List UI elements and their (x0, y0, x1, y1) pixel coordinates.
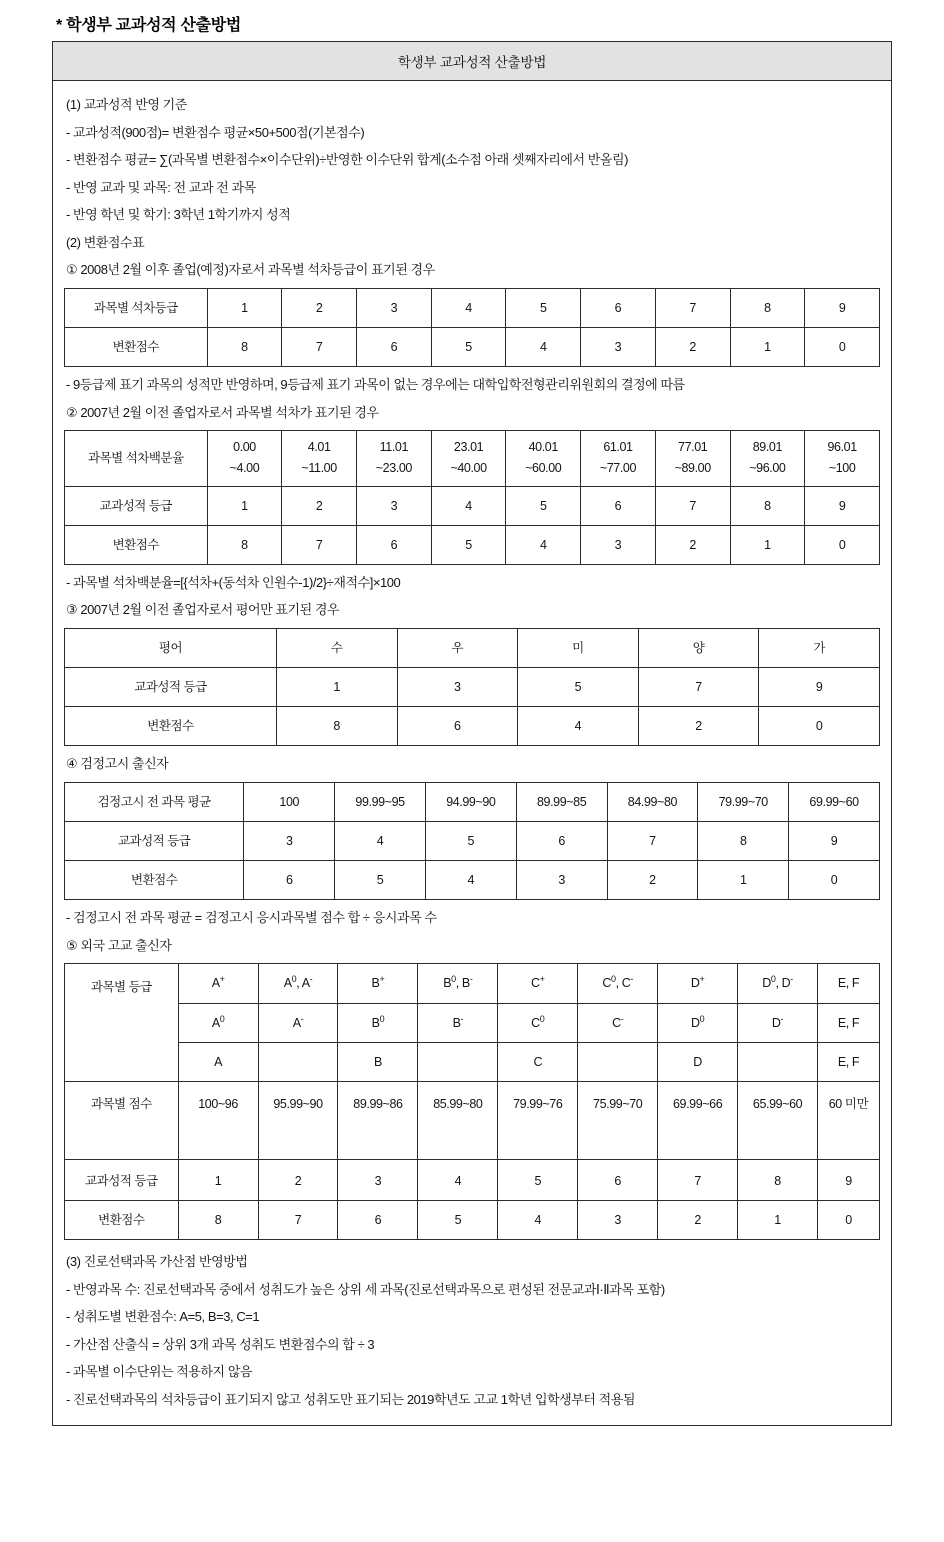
row-label-grade: 과목별 등급 (65, 964, 179, 1081)
cell: 4 (506, 525, 581, 564)
section3-line-2: - 성취도별 변환점수: A=5, B=3, C=1 (66, 1309, 260, 1325)
cell-range (506, 431, 581, 487)
cell: 94.99~90 (425, 782, 516, 821)
table-ged (64, 782, 880, 900)
table-row (65, 1081, 880, 1159)
cell: 5 (425, 822, 516, 861)
cell: 9 (818, 1159, 880, 1200)
section1-line-1: - 교과성적(900점)= 변환점수 평균×50+500점(기본점수) (66, 124, 365, 140)
cell (418, 1042, 498, 1081)
cell: 3 (581, 327, 656, 366)
cell: 79.99~70 (698, 782, 789, 821)
range-to: ~23.00 (375, 461, 412, 476)
cell: 5 (518, 668, 639, 707)
section2-heading: (2) 변환점수표 (66, 234, 145, 250)
cell: 3 (357, 486, 432, 525)
range-to: ~96.00 (749, 461, 786, 476)
cell: 0 (789, 861, 880, 900)
row-label: 교과성적 등급 (65, 822, 244, 861)
cell: 84.99~80 (607, 782, 698, 821)
range-from: 89.01 (752, 440, 782, 455)
cell: 5 (335, 861, 426, 900)
row-label: 과목별 석차백분율 (65, 431, 208, 487)
sub3-heading: ③ 2007년 2월 이전 졸업자로서 평어만 표기된 경우 (66, 602, 340, 618)
cell: 4 (335, 822, 426, 861)
cell: 2 (258, 1159, 338, 1200)
row-label: 변환점수 (65, 861, 244, 900)
cell: 0 (759, 707, 880, 746)
cell: 3 (516, 861, 607, 900)
cell-grade: $C^0$ (498, 1003, 578, 1042)
sub1-note: - 9등급제 표기 과목의 성적만 반영하며, 9등급제 표기 과목이 없는 경우에는 대학입학전형관리위원회의 결정에 따름 (66, 377, 685, 393)
range-to: ~4.00 (229, 461, 260, 476)
cell: 8 (178, 1200, 258, 1239)
cell-grade: D- (738, 1003, 818, 1042)
table-row (65, 525, 880, 564)
sub2-heading: ② 2007년 2월 이전 졸업자로서 과목별 석차가 표기된 경우 (66, 404, 379, 420)
cell-grade: $C^0$, C- (578, 964, 658, 1003)
cell: 1 (698, 861, 789, 900)
cell: 3 (244, 822, 335, 861)
cell: 5 (431, 525, 506, 564)
table-percentile (64, 430, 880, 565)
sub4-note: - 검정고시 전 과목 평균 = 검정고시 응시과목별 점수 합 ÷ 응시과목 수 (66, 910, 437, 926)
section1-line-3: - 반영 교과 및 과목: 전 교과 전 과목 (66, 179, 256, 195)
range-from: 96.01 (827, 440, 857, 455)
row-label: 검정고시 전 과목 평균 (65, 782, 244, 821)
table-row (65, 964, 880, 1003)
cell: 1 (276, 668, 397, 707)
cell: 0 (805, 525, 880, 564)
cell: 60 미만 (818, 1081, 880, 1159)
cell: 2 (658, 1200, 738, 1239)
cell: 2 (607, 861, 698, 900)
cell: 6 (578, 1159, 658, 1200)
cell: 1 (730, 525, 805, 564)
sub1-heading: ① 2008년 2월 이후 졸업(예정)자로서 과목별 석차등급이 표기된 경우 (66, 262, 435, 278)
section3-line-3: - 가산점 산출식 = 상위 3개 과목 성취도 변환점수의 합 ÷ 3 (66, 1336, 375, 1352)
range-from: 61.01 (603, 440, 633, 455)
sub2-note: - 과목별 석차백분율=[{석차+(동석차 인원수-1)/2}÷재적수]×100 (66, 574, 401, 590)
cell-grade: D+ (658, 964, 738, 1003)
cell: 1 (738, 1200, 818, 1239)
range-from: 77.01 (678, 440, 708, 455)
cell-grade: E, F (818, 964, 880, 1003)
cell: 6 (357, 327, 432, 366)
cell: 1 (178, 1159, 258, 1200)
cell: 수 (276, 629, 397, 668)
cell-grade: E, F (818, 1003, 880, 1042)
cell: 1 (207, 288, 282, 327)
table-row (65, 288, 880, 327)
cell: 8 (730, 486, 805, 525)
range-to: ~100 (828, 461, 856, 476)
row-label: 교과성적 등급 (65, 1159, 179, 1200)
cell: 우 (397, 629, 518, 668)
cell: 8 (738, 1159, 818, 1200)
cell: 0 (818, 1200, 880, 1239)
cell-grade: $A^0$ (178, 1003, 258, 1042)
cell: 8 (698, 822, 789, 861)
cell: 6 (581, 486, 656, 525)
cell: 0 (805, 327, 880, 366)
cell: 미 (518, 629, 639, 668)
cell: B (338, 1042, 418, 1081)
cell: 65.99~60 (738, 1081, 818, 1159)
section1-heading: (1) 교과성적 반영 기준 (66, 97, 187, 112)
cell: 89.99~85 (516, 782, 607, 821)
cell (738, 1042, 818, 1081)
page-title: * 학생부 교과성적 산출방법 (56, 17, 242, 34)
cell: 3 (357, 288, 432, 327)
table-foreign-school (64, 963, 880, 1240)
cell: 5 (418, 1200, 498, 1239)
cell: 7 (282, 327, 357, 366)
table-row (65, 431, 880, 487)
cell: C (498, 1042, 578, 1081)
cell: 99.99~95 (335, 782, 426, 821)
cell: 5 (431, 327, 506, 366)
cell: 7 (655, 288, 730, 327)
range-to: ~89.00 (674, 461, 711, 476)
row-label: 과목별 점수 (65, 1081, 179, 1159)
cell-range (357, 431, 432, 487)
cell: 9 (789, 822, 880, 861)
range-to: ~77.00 (599, 461, 637, 476)
cell: 8 (207, 525, 282, 564)
table-row (65, 861, 880, 900)
cell: 7 (658, 1159, 738, 1200)
cell: 2 (282, 486, 357, 525)
cell: 100 (244, 782, 335, 821)
cell-grade: B+ (338, 964, 418, 1003)
section3-line-4: - 과목별 이수단위는 적용하지 않음 (66, 1364, 253, 1380)
cell: 1 (730, 327, 805, 366)
cell: 4 (431, 486, 506, 525)
cell-grade: $A^0$, A- (258, 964, 338, 1003)
cell: D (658, 1042, 738, 1081)
cell: A (178, 1042, 258, 1081)
cell: 1 (207, 486, 282, 525)
cell: 2 (282, 288, 357, 327)
table-row (65, 327, 880, 366)
cell: 8 (276, 707, 397, 746)
table-row (65, 822, 880, 861)
row-label: 교과성적 등급 (65, 486, 208, 525)
cell: 5 (506, 288, 581, 327)
cell-grade: C+ (498, 964, 578, 1003)
table-row (65, 629, 880, 668)
cell-range (282, 431, 357, 487)
cell-grade: A- (258, 1003, 338, 1042)
row-label: 변환점수 (65, 1200, 179, 1239)
cell-grade: B- (418, 1003, 498, 1042)
row-label: 과목별 석차등급 (65, 288, 208, 327)
cell-grade: A+ (178, 964, 258, 1003)
table-row (65, 1159, 880, 1200)
cell: 2 (638, 707, 759, 746)
cell-range (431, 431, 506, 487)
table-row (65, 1042, 880, 1081)
cell-grade: $D^0$, D- (738, 964, 818, 1003)
row-label: 변환점수 (65, 707, 277, 746)
cell: 69.99~66 (658, 1081, 738, 1159)
cell: 4 (518, 707, 639, 746)
sub4-heading: ④ 검정고시 출신자 (66, 756, 169, 772)
row-label: 변환점수 (65, 525, 208, 564)
table-row (65, 707, 880, 746)
cell: 6 (244, 861, 335, 900)
cell: 3 (397, 668, 518, 707)
cell: 8 (730, 288, 805, 327)
cell: 4 (506, 327, 581, 366)
cell: 7 (258, 1200, 338, 1239)
cell: 5 (498, 1159, 578, 1200)
cell-range (581, 431, 656, 487)
cell: 6 (397, 707, 518, 746)
cell: 2 (655, 327, 730, 366)
table-letter-grade (64, 628, 880, 746)
cell: 69.99~60 (789, 782, 880, 821)
cell: 6 (338, 1200, 418, 1239)
cell: 8 (207, 327, 282, 366)
section3-heading: (3) 진로선택과목 가산점 반영방법 (66, 1254, 248, 1270)
table-row (65, 1003, 880, 1042)
sub5-heading: ⑤ 외국 고교 출신자 (66, 937, 172, 953)
table-row (65, 782, 880, 821)
table-row (65, 1200, 880, 1239)
cell-range (730, 431, 805, 487)
row-label: 변환점수 (65, 327, 208, 366)
cell: 6 (516, 822, 607, 861)
cell (578, 1042, 658, 1081)
cell: 7 (655, 486, 730, 525)
cell: 6 (357, 525, 432, 564)
cell: 3 (578, 1200, 658, 1239)
cell: 75.99~70 (578, 1081, 658, 1159)
cell: 4 (431, 288, 506, 327)
cell (258, 1042, 338, 1081)
cell-grade: $B^0$, B- (418, 964, 498, 1003)
cell: 9 (805, 288, 880, 327)
content-frame (52, 41, 892, 1426)
row-label: 교과성적 등급 (65, 668, 277, 707)
range-from: 11.01 (379, 440, 409, 455)
cell: 3 (581, 525, 656, 564)
cell-range (655, 431, 730, 487)
cell: 85.99~80 (418, 1081, 498, 1159)
range-to: ~11.00 (301, 461, 337, 476)
cell: 89.99~86 (338, 1081, 418, 1159)
cell-grade: $D^0$ (658, 1003, 738, 1042)
table-row (65, 486, 880, 525)
cell: 3 (338, 1159, 418, 1200)
table-row (65, 668, 880, 707)
cell: 79.99~76 (498, 1081, 578, 1159)
range-from: 40.01 (528, 440, 558, 455)
frame-body (53, 81, 891, 1425)
cell: 100~96 (178, 1081, 258, 1159)
section1-line-2: - 변환점수 평균= ∑(과목별 변환점수×이수단위)÷반영한 이수단위 합계(소수점 아래 셋째자리에서 반올림) (66, 152, 628, 168)
range-from: 0.00 (233, 440, 256, 455)
cell: 2 (655, 525, 730, 564)
cell: 7 (282, 525, 357, 564)
cell: 9 (805, 486, 880, 525)
section3-line-1: - 반영과목 수: 진로선택과목 중에서 성취도가 높은 상위 세 과목(진로선택과목으로 편성된 전문교과Ⅰ·Ⅱ과목 포함) (66, 1281, 665, 1297)
cell: 5 (506, 486, 581, 525)
frame-header-title: 학생부 교과성적 산출방법 (53, 42, 891, 81)
cell-grade: $B^0$ (338, 1003, 418, 1042)
cell: E, F (818, 1042, 880, 1081)
cell: 7 (607, 822, 698, 861)
table-rank-grade (64, 288, 880, 367)
cell-range (207, 431, 282, 487)
cell: 4 (418, 1159, 498, 1200)
range-to: ~60.00 (525, 461, 562, 476)
cell: 4 (498, 1200, 578, 1239)
row-label: 평어 (65, 629, 277, 668)
section3-line-5: - 진로선택과목의 석차등급이 표기되지 않고 성취도만 표기되는 2019학년도 고교 1학년 입학생부터 적용됨 (66, 1391, 635, 1407)
cell: 가 (759, 629, 880, 668)
cell: 95.99~90 (258, 1081, 338, 1159)
range-from: 23.01 (453, 440, 484, 455)
cell: 6 (581, 288, 656, 327)
cell: 4 (425, 861, 516, 900)
cell: 양 (638, 629, 759, 668)
range-from: 4.01 (307, 440, 331, 455)
section1-line-4: - 반영 학년 및 학기: 3학년 1학기까지 성적 (66, 207, 291, 223)
cell: 7 (638, 668, 759, 707)
cell: 9 (759, 668, 880, 707)
range-to: ~40.00 (450, 461, 487, 476)
cell-grade: C- (578, 1003, 658, 1042)
cell-range (805, 431, 880, 487)
